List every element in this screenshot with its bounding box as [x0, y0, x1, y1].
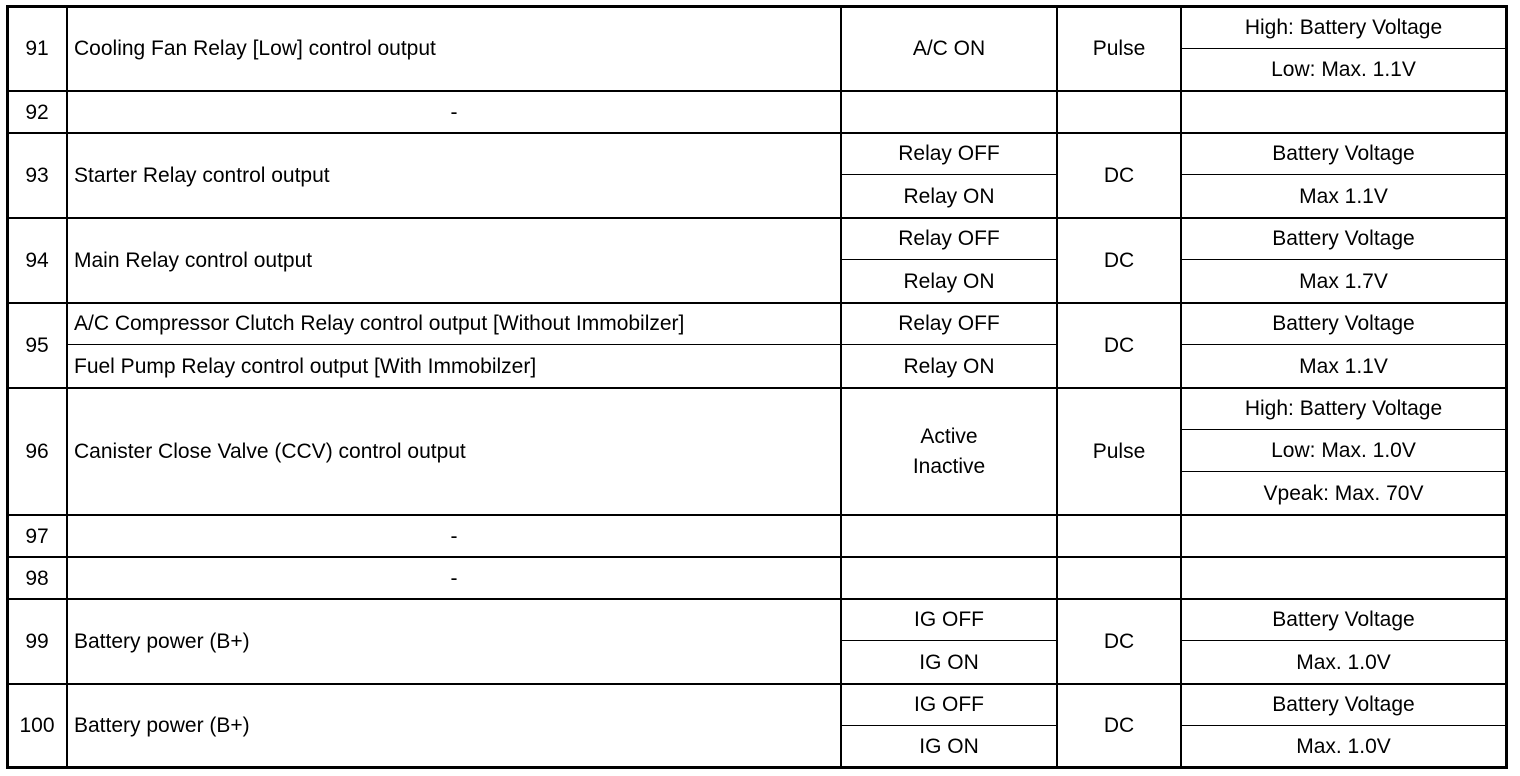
condition-cell	[842, 558, 1056, 599]
signal-description: -	[450, 524, 458, 548]
signal-description: Fuel Pump Relay control output [With Immobilzer]	[74, 354, 537, 378]
level-cell: Battery Voltage	[1272, 693, 1415, 716]
condition-cell: Relay OFF	[898, 142, 1000, 165]
signal-type: DC	[1103, 334, 1135, 357]
level-cell: Max 1.7V	[1299, 269, 1388, 293]
pin-number: 98	[25, 566, 49, 590]
level-cell: Max 1.1V	[1299, 184, 1388, 208]
condition-cell: Relay ON	[903, 354, 995, 378]
level-cell: Battery Voltage	[1272, 142, 1415, 165]
signal-type	[1058, 516, 1180, 557]
condition-cell	[842, 389, 1056, 515]
condition-cell: IG OFF	[914, 608, 984, 631]
level-cell: Max 1.1V	[1299, 354, 1388, 378]
signal-description: -	[450, 100, 458, 124]
signal-type: DC	[1103, 630, 1135, 653]
level-cell	[1182, 558, 1505, 599]
condition-active: Active	[920, 425, 978, 448]
condition-cell: IG OFF	[914, 693, 984, 716]
signal-description: A/C Compressor Clutch Relay control output [Without Immobilzer]	[74, 312, 685, 335]
pin-number: 91	[25, 37, 49, 60]
level-cell: Battery Voltage	[1272, 312, 1415, 335]
signal-description: Cooling Fan Relay [Low] control output	[74, 37, 436, 60]
pin-number: 96	[25, 440, 49, 463]
condition-cell: A/C ON	[912, 37, 986, 60]
level-cell: Low: Max. 1.1V	[1271, 58, 1416, 81]
level-cell: Max. 1.0V	[1296, 734, 1391, 758]
pin-number: 94	[25, 249, 49, 272]
signal-type: DC	[1103, 164, 1135, 187]
level-cell: Vpeak: Max. 70V	[1263, 481, 1424, 505]
pin-number: 92	[25, 100, 49, 124]
signal-description: Battery power (B+)	[74, 630, 250, 653]
pin-number: 100	[19, 714, 55, 737]
level-cell: Max. 1.0V	[1296, 650, 1391, 674]
pin-number: 95	[25, 334, 49, 357]
level-cell: Battery Voltage	[1272, 608, 1415, 631]
pin-number: 99	[25, 630, 49, 653]
signal-type	[1058, 92, 1180, 133]
condition-cell: IG ON	[919, 650, 979, 674]
condition-cell: Relay OFF	[898, 227, 1000, 250]
pin-number: 97	[25, 524, 49, 548]
signal-type: Pulse	[1092, 37, 1146, 60]
condition-inactive: Inactive	[912, 455, 986, 478]
signal-type: DC	[1103, 714, 1135, 737]
condition-cell: Relay OFF	[898, 312, 1000, 335]
condition-cell: Relay ON	[903, 269, 995, 293]
level-cell	[1182, 516, 1505, 557]
signal-description: Canister Close Valve (CCV) control output	[74, 440, 466, 463]
condition-cell	[842, 92, 1056, 133]
signal-type: Pulse	[1092, 440, 1146, 463]
condition-cell: Relay ON	[903, 184, 995, 208]
level-cell: Battery Voltage	[1272, 227, 1415, 250]
level-cell: High: Battery Voltage	[1244, 397, 1443, 420]
signal-description: Main Relay control output	[74, 249, 313, 272]
signal-type	[1058, 558, 1180, 599]
condition-cell	[842, 516, 1056, 557]
level-cell: Low: Max. 1.0V	[1271, 438, 1416, 462]
level-cell: High: Battery Voltage	[1244, 15, 1443, 39]
level-cell	[1182, 92, 1505, 133]
signal-description: -	[450, 566, 458, 590]
signal-type: DC	[1103, 249, 1135, 272]
signal-description: Starter Relay control output	[74, 164, 330, 187]
pin-number: 93	[25, 164, 49, 187]
signal-description: Battery power (B+)	[74, 714, 250, 737]
condition-cell: IG ON	[919, 734, 979, 758]
